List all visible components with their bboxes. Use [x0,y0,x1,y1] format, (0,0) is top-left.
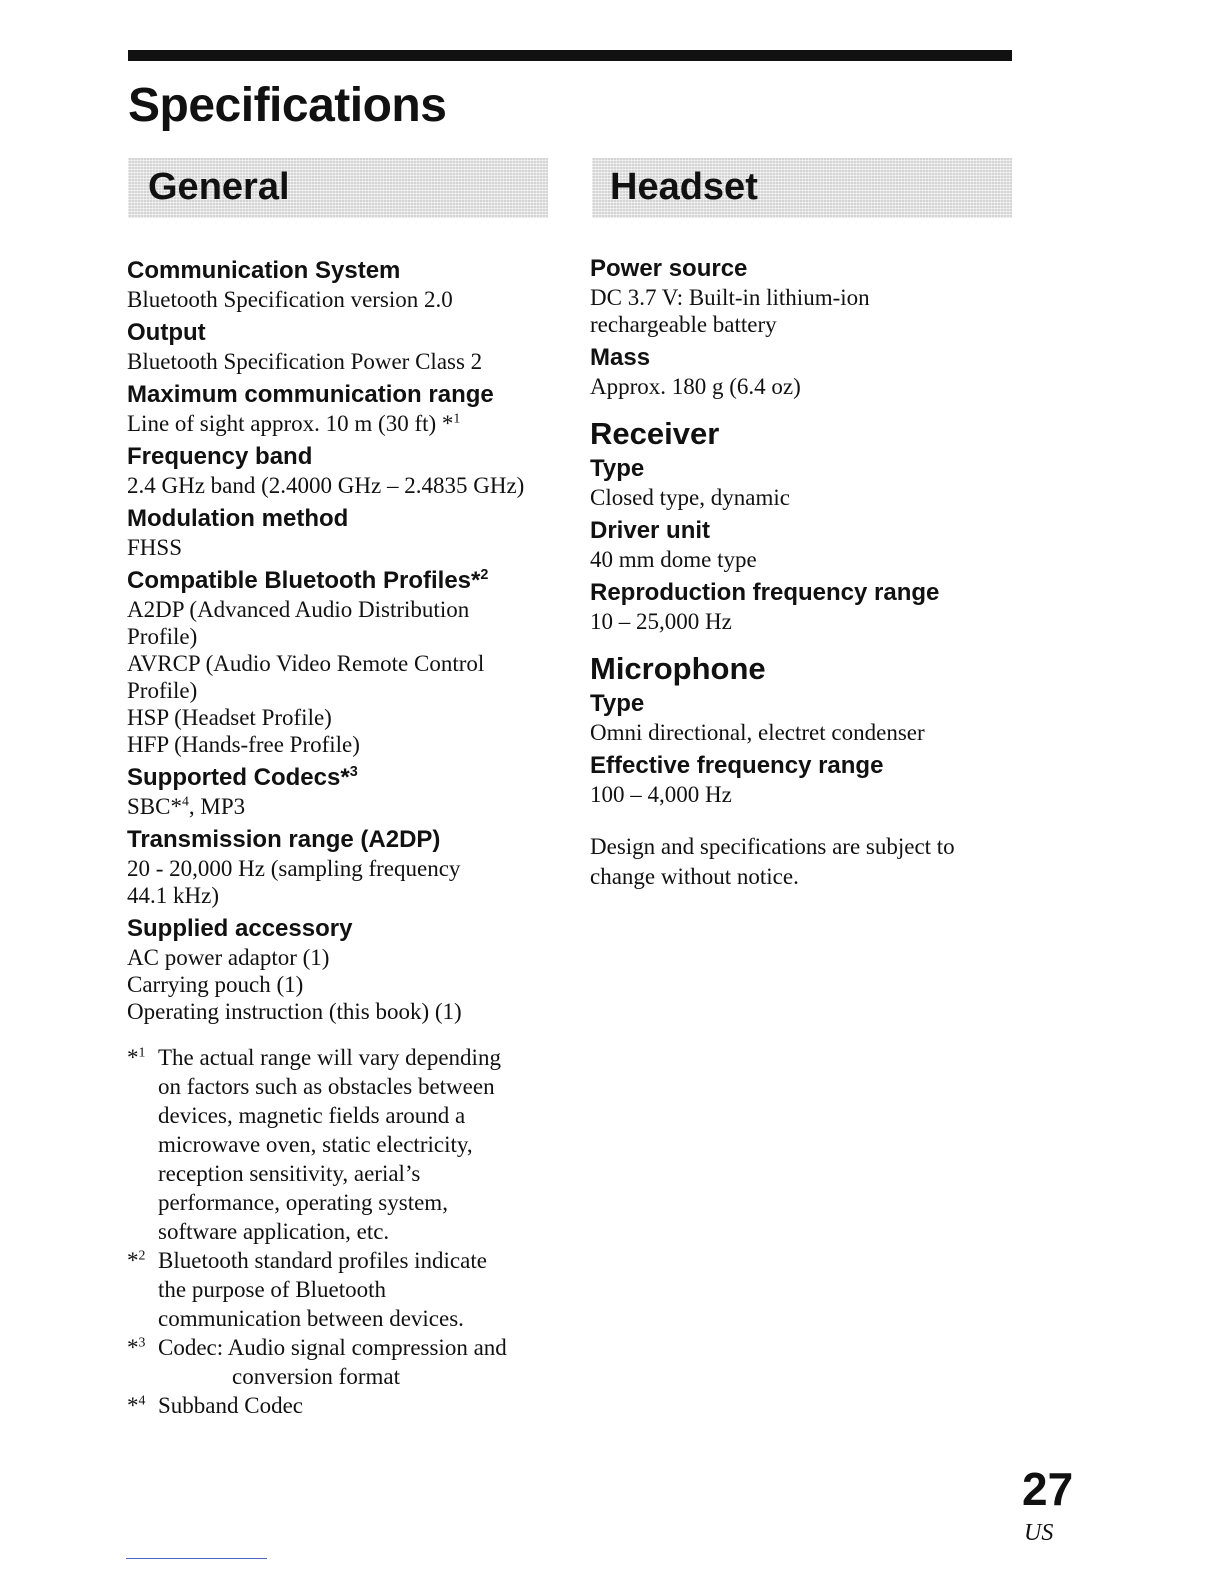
spec-value: 40 mm dome type [590,547,757,572]
spec-value: rechargeable battery [590,312,777,337]
spec-value: 100 – 4,000 Hz [590,782,732,807]
spec-transmission-range [127,825,567,909]
spec-label: Communication System [127,257,401,284]
spec-label: Mass [590,344,651,371]
footnote-line: performance, operating system, [158,1190,448,1215]
spec-value: SBC*$^4$, MP3 [127,793,246,819]
general-section-header [128,158,548,218]
spec-value: Carrying pouch (1) [127,972,304,997]
general-column [127,256,567,1420]
spec-label: Transmission range (A2DP) [127,826,441,853]
headset-heading: Headset [610,166,758,208]
footnote-2 [127,1246,567,1333]
spec-value: Bluetooth Specification Power Class 2 [127,349,483,374]
footnote-line: Bluetooth standard profiles indicate [158,1248,487,1273]
spec-power-source [590,254,1010,338]
footnotes [127,1043,567,1420]
page-number: 27 [1022,1463,1074,1515]
spec-value: HSP (Headset Profile) [127,705,332,730]
spec-value: 10 – 25,000 Hz [590,609,732,634]
spec-driver-unit [590,516,1010,573]
footnote-line: software application, etc. [158,1219,390,1244]
footnote-line: microwave oven, static electricity, [158,1132,473,1157]
spec-value: 44.1 kHz) [127,883,219,908]
footnote-line: Subband Codec [158,1393,304,1418]
footnote-mark: *$^1$ [127,1044,146,1070]
receiver-heading: Receiver [590,416,720,451]
footnote-line: devices, magnetic fields around a [158,1103,466,1128]
footnote-mark: *$^3$ [127,1334,146,1360]
specifications-notice: Design and specifications are subject to change without notice. [590,834,955,889]
general-heading: General [148,166,290,208]
spec-max-range [127,380,567,437]
spec-receiver-type [590,454,1010,511]
footnote-line: conversion format [232,1364,400,1389]
spec-label: Modulation method [127,505,349,532]
microphone-heading: Microphone [590,651,766,686]
spec-label: Supported Codecs*$^3$ [127,764,358,791]
spec-value: HFP (Hands-free Profile) [127,732,360,757]
spec-value: Line of sight approx. 10 m (30 ft) *$^1$ [127,410,461,436]
spec-value: FHSS [127,535,182,560]
footnote-line: Codec: Audio signal compression and [158,1335,507,1360]
spec-value: DC 3.7 V: Built-in lithium-ion [590,285,870,310]
spec-value: Closed type, dynamic [590,485,790,510]
footnote-line: The actual range will vary depending [158,1045,501,1070]
spec-value: AVRCP (Audio Video Remote Control [127,651,485,676]
spec-label: Power source [590,255,748,282]
bottom-rule [126,1558,267,1559]
top-rule [128,50,1012,61]
spec-communication-system [127,256,567,313]
spec-value: Approx. 180 g (6.4 oz) [590,374,801,399]
page-title: Specifications [128,79,447,132]
spec-value: 2.4 GHz band (2.4000 GHz – 2.4835 GHz) [127,473,525,498]
footnote-line: the purpose of Bluetooth [158,1277,387,1302]
spec-frequency-band [127,442,567,499]
spec-label: Supplied accessory [127,915,353,942]
spec-value: 20 - 20,000 Hz (sampling frequency [127,856,461,881]
footnote-1 [127,1043,567,1246]
spec-microphone-type [590,689,1010,746]
footnote-mark: *$^2$ [127,1247,146,1273]
spec-label: Type [590,690,645,717]
footnote-line: communication between devices. [158,1306,464,1331]
spec-label: Compatible Bluetooth Profiles*$^2$ [127,567,489,594]
spec-reproduction-range [590,578,1010,635]
headset-column [590,254,1010,892]
spec-effective-range [590,751,1010,808]
region-code: US [1024,1520,1054,1546]
spec-value: Operating instruction (this book) (1) [127,999,462,1024]
spec-label: Type [590,455,645,482]
spec-value: Profile) [127,624,198,649]
spec-value: AC power adaptor (1) [127,945,330,970]
spec-label: Frequency band [127,443,313,470]
footnote-mark: *$^4$ [127,1392,146,1418]
spec-label: Maximum communication range [127,381,494,408]
spec-output [127,318,567,375]
footnote-3 [127,1333,567,1391]
spec-modulation [127,504,567,561]
footnote-4 [127,1391,567,1420]
spec-codecs [127,763,567,820]
spec-label: Driver unit [590,517,711,544]
spec-label: Effective frequency range [590,752,884,779]
spec-mass [590,343,1010,400]
footnote-line: on factors such as obstacles between [158,1074,495,1099]
spec-supplied-accessory [127,914,567,1025]
spec-label: Reproduction frequency range [590,579,940,606]
spec-value: Bluetooth Specification version 2.0 [127,287,453,312]
headset-section-header [592,158,1012,218]
spec-profiles [127,566,567,758]
footnote-line: reception sensitivity, aerial’s [158,1161,421,1186]
spec-label: Output [127,319,206,346]
spec-value: Omni directional, electret condenser [590,720,925,745]
spec-value: A2DP (Advanced Audio Distribution [127,597,470,622]
spec-value: Profile) [127,678,198,703]
